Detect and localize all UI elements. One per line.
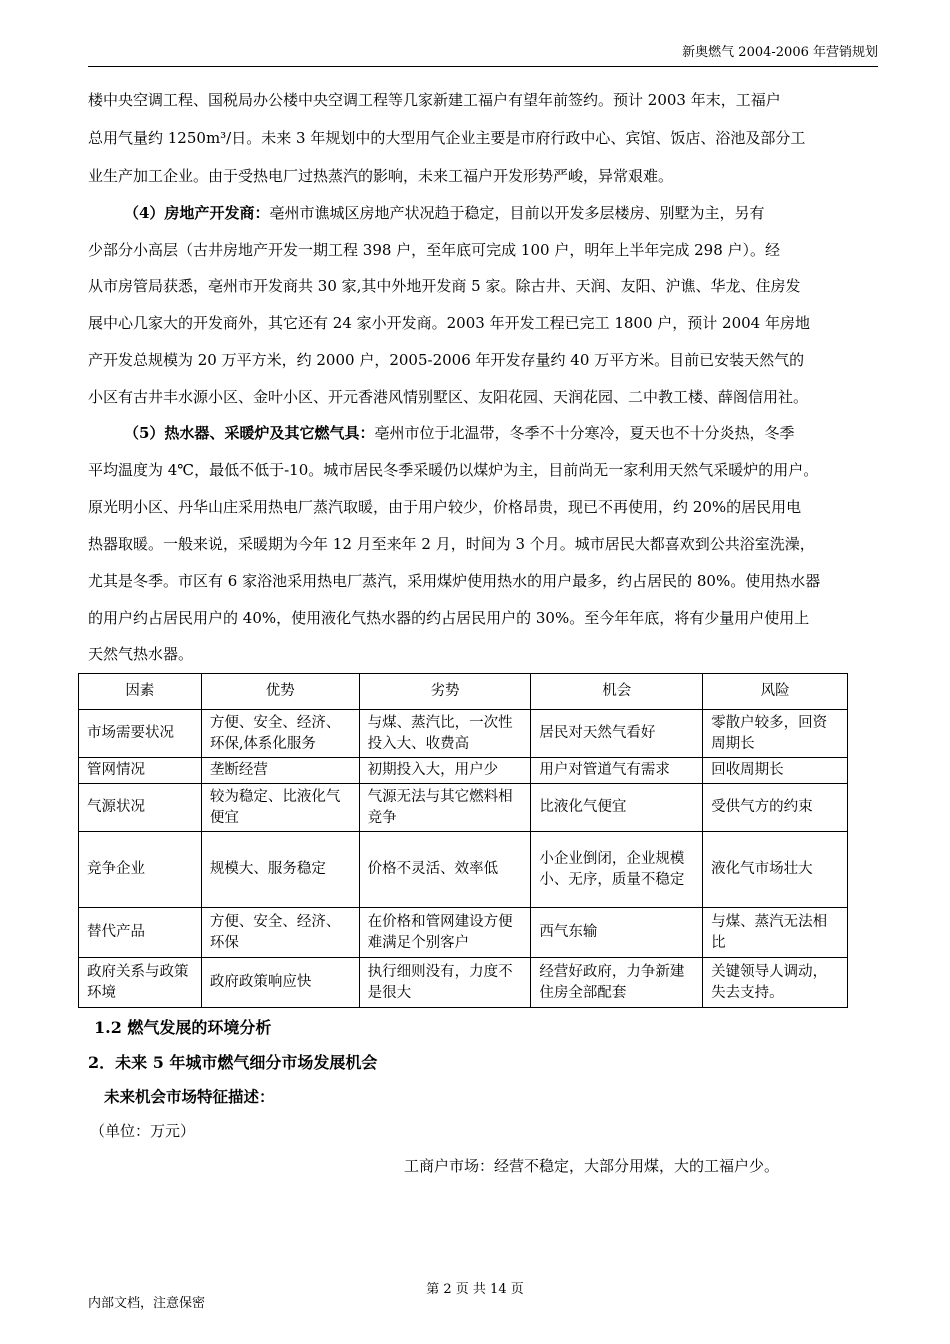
swot-table <box>78 673 848 1008</box>
paragraph-line: 尤其是冬季。市区有 6 家浴池采用热电厂蒸汽，采用煤炉使用热水的用户最多，约占居民的 80%。使用热水器 <box>88 572 821 590</box>
table-cell: 关键领导人调动，失去支持。 <box>703 958 848 1008</box>
table-cell: 垄断经营 <box>201 758 359 784</box>
table-cell: 与煤、蒸汽无法相比 <box>703 908 848 958</box>
table-header-cell: 劣势 <box>359 674 531 710</box>
industry-description: 工商户市场：经营不稳定，大部分用煤，大的工福户少。 <box>404 1157 780 1175</box>
table-cell: 居民对天然气看好 <box>531 710 703 758</box>
table-row <box>79 758 848 784</box>
table-row <box>79 784 848 832</box>
paragraph-line: 业生产加工企业。由于受热电厂过热蒸汽的影响，未来工福户开发形势严峻，异常艰难。 <box>88 167 674 185</box>
confidential-note: 内部文档，注意保密 <box>88 1296 206 1311</box>
paragraph-line: 产开发总规模为 20 万平方米，约 2000 户，2005-2006 年开发存量约 40 万平方米。目前已安装天然气的 <box>88 351 805 369</box>
table-row <box>79 710 848 758</box>
table-cell: 小企业倒闭，企业规模小、无序，质量不稳定 <box>531 832 703 908</box>
table-cell: 管网情况 <box>79 758 202 784</box>
section-5-first-line <box>124 423 880 444</box>
paragraph-line: 展中心几家大的开发商外，其它还有 24 家小开发商。2003 年开发工程已完工 1800 户，预计 2004 年房地 <box>88 314 810 332</box>
section-4-first-line <box>124 203 880 224</box>
section-5-text: 亳州市位于北温带，冬季不十分寒冷，夏天也不十分炎热，冬季 <box>374 424 795 442</box>
paragraph-line: 从市房管局获悉，亳州市开发商共 30 家,其中外地开发商 5 家。除古井、天润、友阳、沪谯、华龙、住房发 <box>88 277 801 295</box>
page-header: 新奥燃气 2004-2006 年营销规划 <box>88 44 878 67</box>
table-header-cell: 优势 <box>201 674 359 710</box>
table-cell: 受供气方的约束 <box>703 784 848 832</box>
table-header-cell: 风险 <box>703 674 848 710</box>
subheading: 未来机会市场特征描述： <box>104 1087 275 1106</box>
paragraph-line: 天然气热水器。 <box>88 645 194 663</box>
unit-label: （单位：万元） <box>90 1122 196 1140</box>
paragraph-line: 总用气量约 1250m³/日。未来 3 年规划中的大型用气企业主要是市府行政中心、宾馆、饭店、浴池及部分工 <box>88 129 806 147</box>
section-heading-2: 2．未来 5 年城市燃气细分市场发展机会 <box>88 1053 378 1072</box>
paragraph-line: 平均温度为 4℃，最低不低于-10。城市居民冬季采暖仍以煤炉为主，目前尚无一家利用天然气采暖炉的用户。 <box>88 461 819 479</box>
table-header-cell: 因素 <box>79 674 202 710</box>
table-cell: 替代产品 <box>79 908 202 958</box>
page-number: 第 2 页 共 14 页 <box>426 1282 524 1297</box>
table-cell: 用户对管道气有需求 <box>531 758 703 784</box>
table-cell: 经营好政府，力争新建住房全部配套 <box>531 958 703 1008</box>
table-cell: 零散户较多，回资周期长 <box>703 710 848 758</box>
table-cell: 价格不灵活、效率低 <box>359 832 531 908</box>
section-heading-1-2: 1.2 燃气发展的环境分析 <box>94 1018 272 1037</box>
table-cell: 与煤、蒸汽比，一次性投入大、收费高 <box>359 710 531 758</box>
table-cell: 规模大、服务稳定 <box>201 832 359 908</box>
table-cell: 市场需要状况 <box>79 710 202 758</box>
table-cell: 初期投入大，用户少 <box>359 758 531 784</box>
paragraph-line: 小区有古井丰水源小区、金叶小区、开元香港风情别墅区、友阳花园、天润花园、二中教工楼、薛阁信用社。 <box>88 388 809 406</box>
paragraph-line: 楼中央空调工程、国税局办公楼中央空调工程等几家新建工福户有望年前签约。预计 2003 年末，工福户 <box>88 91 781 109</box>
paragraph-line: 的用户约占居民用户的 40%，使用液化气热水器的约占居民用户的 30%。至今年年底，将有少量用户使用上 <box>88 609 810 627</box>
table-cell: 政府政策响应快 <box>201 958 359 1008</box>
section-4-text: 亳州市谯城区房地产状况趋于稳定，目前以开发多层楼房、别墅为主，另有 <box>269 204 765 222</box>
table-cell: 比液化气便宜 <box>531 784 703 832</box>
paragraph-line: 少部分小高层（古井房地产开发一期工程 398 户，至年底可完成 100 户，明年上半年完成 298 户）。经 <box>88 241 781 259</box>
table-cell: 执行细则没有，力度不是很大 <box>359 958 531 1008</box>
table-cell: 气源状况 <box>79 784 202 832</box>
table-row <box>79 908 848 958</box>
table-row <box>79 958 848 1008</box>
table-cell: 较为稳定、比液化气便宜 <box>201 784 359 832</box>
paragraph-line: 热器取暖。一般来说，采暖期为今年 12 月至来年 2 月，时间为 3 个月。城市居民大都喜欢到公共浴室洗澡， <box>88 535 815 553</box>
table-cell: 方便、安全、经济、环保,体系化服务 <box>201 710 359 758</box>
table-cell: 西气东输 <box>531 908 703 958</box>
table-cell: 在价格和管网建设方便难满足个别客户 <box>359 908 531 958</box>
table-cell: 竞争企业 <box>79 832 202 908</box>
table-row <box>79 832 848 908</box>
table-header-cell: 机会 <box>531 674 703 710</box>
table-cell: 政府关系与政策环境 <box>79 958 202 1008</box>
table-header-row <box>79 674 848 710</box>
table-cell: 液化气市场壮大 <box>703 832 848 908</box>
table-cell: 方便、安全、经济、环保 <box>201 908 359 958</box>
section-4-title: （4）房地产开发商： <box>124 204 270 222</box>
table-cell: 气源无法与其它燃料相竞争 <box>359 784 531 832</box>
table-cell: 回收周期长 <box>703 758 848 784</box>
section-5-title: （5）热水器、采暖炉及其它燃气具： <box>124 424 375 442</box>
paragraph-line: 原光明小区、丹华山庄采用热电厂蒸汽取暖，由于用户较少，价格昂贵，现已不再使用，约 20%的居民用电 <box>88 498 802 516</box>
